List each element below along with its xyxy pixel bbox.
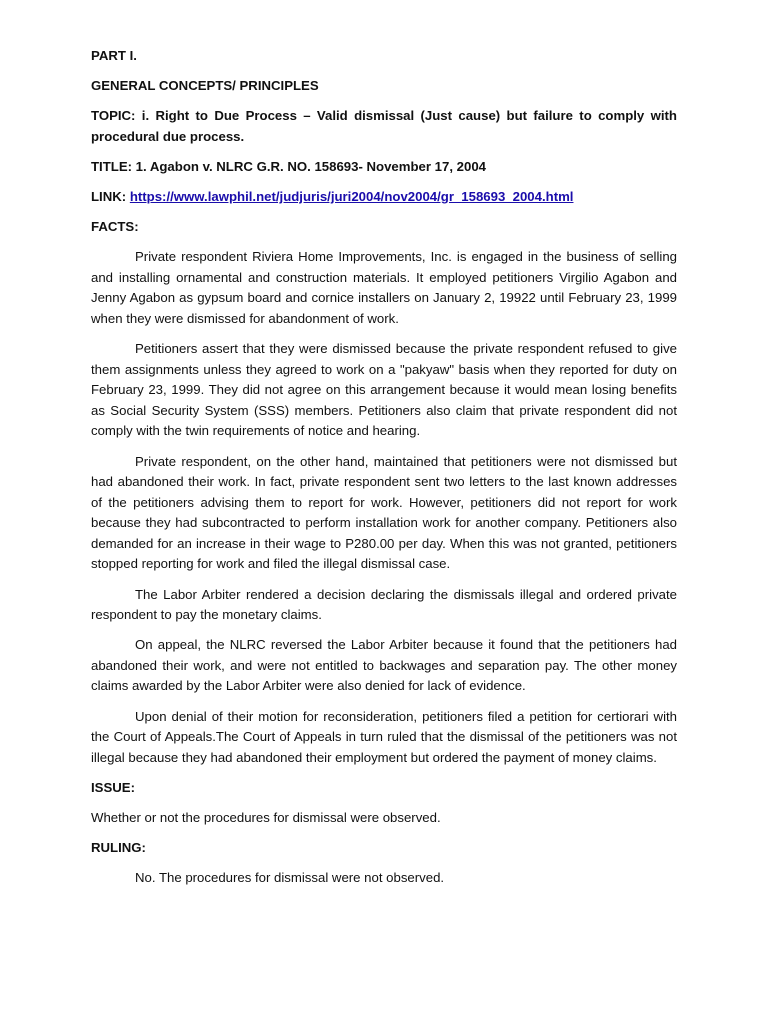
facts-heading: FACTS: xyxy=(91,219,139,235)
facts-paragraph-6: Upon denial of their motion for reconsideration, petitioners filed a petition for certiorari with the Court of Appeals.The Court of Appeals in turn ruled that the dismissal of the petitioners was not illegal because they had abandoned their employment but ordered the payment of money claims. xyxy=(91,708,677,765)
part-heading: PART I. xyxy=(91,48,137,63)
facts-paragraph-2: Petitioners assert that they were dismissed because the private respondent refused to give them assignments unless they agreed to work on a "pakyaw" basis when they reported for duty on February 23, 1999. They did not agree on this arrangement because it would mean losing benefits as Social Security System (SSS) members. Petitioners also claim that private respondent did not comply with the twin requirements of notice and hearing. xyxy=(91,341,677,439)
topic-heading: TOPIC: i. Right to Due Process – Valid dismissal (Just cause) but failure to comply with procedural due process. xyxy=(91,108,677,144)
case-title: TITLE: 1. Agabon v. NLRC G.R. NO. 158693- November 17, 2004 xyxy=(91,158,487,174)
link-row xyxy=(91,187,677,208)
facts-paragraph-4: The Labor Arbiter rendered a decision declaring the dismissals illegal and ordered private respondent to pay the monetary claims. xyxy=(91,586,677,623)
document-page xyxy=(91,46,677,898)
general-concepts-heading: GENERAL CONCEPTS/ PRINCIPLES xyxy=(91,78,319,94)
ruling-heading: RULING: xyxy=(91,840,146,855)
facts-paragraph-3: Private respondent, on the other hand, maintained that petitioners were not dismissed but had abandoned their work. In fact, private respondent sent two letters to the last known addresses of the petitioners advising them to report for work. However, petitioners did not report for work because they had subcontracted to perform installation work for another company. Petitioners also demanded for an increase in their wage to P280.00 per day. When this was not granted, petitioners stopped reporting for work and filed the illegal dismissal case. xyxy=(91,453,677,572)
facts-paragraph-1: Private respondent Riviera Home Improvements, Inc. is engaged in the business of selling and installing ornamental and construction materials. It employed petitioners Virgilio Agabon and Jenny Agabon as gypsum board and cornice installers on January 2, 19922 until February 23, 1999 when they were dismissed for abandonment of work. xyxy=(91,249,677,326)
link-label: LINK: xyxy=(91,188,130,204)
issue-text: Whether or not the procedures for dismissal were observed. xyxy=(91,809,441,825)
issue-heading: ISSUE: xyxy=(91,779,135,795)
facts-paragraph-5: On appeal, the NLRC reversed the Labor Arbiter because it found that the petitioners had abandoned their work, and were not entitled to backwages and separation pay. The other money claims awarded by the Labor Arbiter were also denied for lack of evidence. xyxy=(91,637,677,694)
case-link[interactable]: https://www.lawphil.net/judjuris/juri2004/nov2004/gr_158693_2004.html xyxy=(129,188,574,204)
ruling-text: No. The procedures for dismissal were not observed. xyxy=(135,870,445,886)
